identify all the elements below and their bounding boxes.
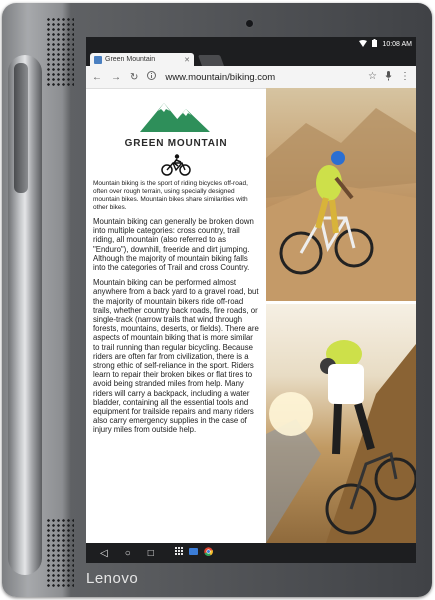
site-logo — [93, 94, 259, 152]
close-tab-icon[interactable]: ✕ — [184, 56, 190, 64]
chrome-app-icon[interactable] — [204, 547, 213, 559]
back-arrow-icon[interactable]: ← — [92, 71, 102, 83]
nav-back-icon[interactable]: ◁ — [100, 547, 108, 559]
tab-green-mountain[interactable] — [90, 53, 194, 66]
wifi-icon — [359, 40, 367, 49]
files-app-icon[interactable] — [189, 547, 198, 559]
tab-title: Green Mountain — [105, 56, 156, 63]
speaker-grille-bottom — [46, 518, 74, 588]
forward-arrow-icon[interactable]: → — [111, 71, 121, 83]
info-icon[interactable] — [147, 71, 156, 83]
logo-title: GREEN MOUNTAIN — [124, 138, 228, 149]
article-paragraph-2: Mountain biking can generally be broken down into multiple categories: cross country, trail riding, all mountain (also referred to as "Enduro"), downhill, freeride and dirt jumping. Although the majority of mountain biking falls into the categories of Trail and cross Country. — [93, 217, 254, 273]
article-paragraph-1: Mountain biking is the sport of riding bicycles off-road, often over rough terrain, using specially designed mountain bikes. Mountain bikes share similarities with other bikes. — [93, 180, 248, 211]
favicon-icon — [94, 56, 102, 64]
mic-icon[interactable] — [385, 71, 392, 84]
reload-icon[interactable]: ↻ — [130, 71, 139, 83]
nav-home-icon[interactable]: ○ — [124, 547, 131, 559]
screen — [86, 37, 416, 563]
article-paragraph-3: Mountain biking can be performed almost anywhere from a back yard to a gravel road, but the majority of mountain bikers ride off-road trails, whether country back roads, fire roads, or single-track (narrow trails that wind through forests, mountains, deserts, or fields). There are aspects of mountain biking that is more similar to trail running than regular bicycling. Because riders are often far from civilization, there is a strong ethic of self-reliance in the sport. Riders learn to repair their broken bikes or flat tires to avoid being stranded miles from help. Many riders will carry a backpack, including a water bladder, containing all the essential tools and equipment for trailside repairs and many riders also carry emergency supplies in the case of injury miles from outside help. — [93, 278, 259, 435]
brand-logo: Lenovo — [86, 570, 139, 587]
menu-icon[interactable]: ⋮ — [400, 70, 410, 82]
cyclist-icon — [160, 154, 192, 176]
front-camera — [246, 20, 253, 27]
web-page-content — [86, 88, 416, 543]
photo-cyclist-desert — [266, 88, 416, 301]
kickstand — [14, 63, 28, 193]
app-grid-icon[interactable] — [175, 547, 183, 559]
speaker-grille-top — [46, 17, 74, 87]
photo-column — [266, 88, 416, 543]
pinned-apps — [175, 547, 213, 559]
status-time: 10:08 AM — [382, 40, 412, 48]
article-column — [86, 88, 264, 543]
url-field[interactable]: www.mountain/biking.com — [165, 71, 276, 83]
photo-cyclist-hill — [266, 304, 416, 543]
omnibox-bar — [86, 66, 416, 89]
mountain-logo-icon — [140, 100, 210, 132]
battery-icon — [372, 39, 377, 49]
new-tab-button[interactable] — [198, 55, 224, 66]
android-nav-bar — [86, 543, 416, 563]
status-bar — [86, 37, 416, 51]
tab-strip — [86, 51, 416, 66]
star-icon[interactable]: ☆ — [368, 70, 377, 82]
nav-recents-icon[interactable]: □ — [147, 547, 154, 559]
